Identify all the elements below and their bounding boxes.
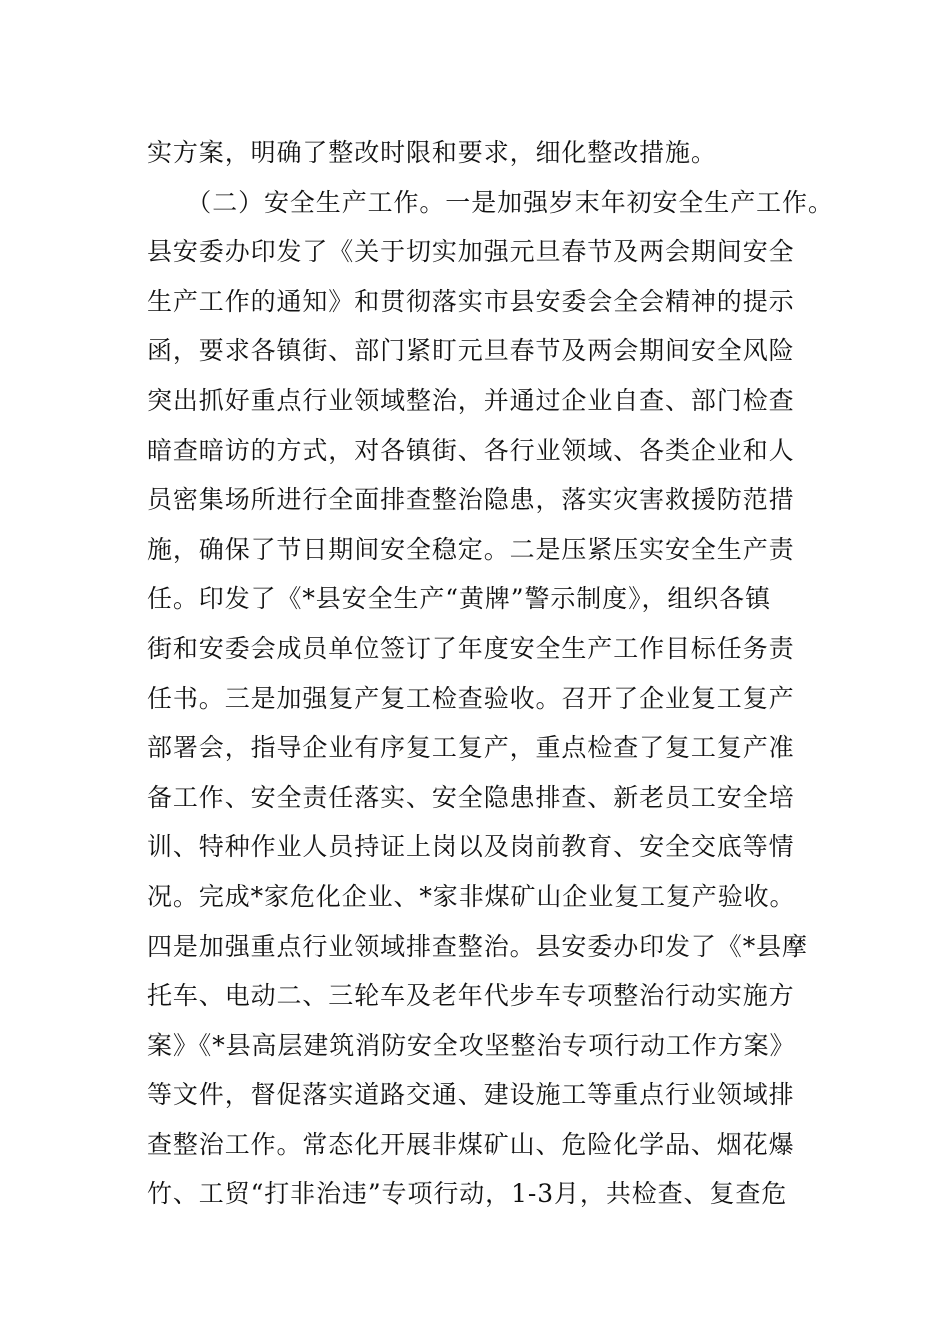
text-line: 托车、电动二、三轮车及老年代步车专项整治行动实施方 <box>147 981 795 1011</box>
text-line: 函，要求各镇街、部门紧盯元旦春节及两会期间安全风险 <box>147 336 795 366</box>
text-line: 生产工作的通知》和贯彻落实市县安委会全会精神的提示 <box>147 286 795 316</box>
text-line: 备工作、安全责任落实、安全隐患排查、新老员工安全培 <box>147 782 795 812</box>
text-line: 县安委办印发了《关于切实加强元旦春节及两会期间安全 <box>147 237 795 267</box>
text-line: 竹、工贸“打非治违”专项行动，1-3月，共检查、复查危 <box>147 1179 788 1209</box>
text-line: 等文件，督促落实道路交通、建设施工等重点行业领域排 <box>147 1080 795 1110</box>
text-line: 员密集场所进行全面排查整治隐患，落实灾害救援防范措 <box>147 485 795 515</box>
text-line: 部署会，指导企业有序复工复产，重点检查了复工复产准 <box>147 733 795 763</box>
text-line: 任。印发了《*县安全生产“黄牌”警示制度》，组织各镇 <box>147 584 771 614</box>
text-line: 案》《*县高层建筑消防安全攻坚整治专项行动工作方案》 <box>147 1030 796 1060</box>
body-text <box>147 128 834 1219</box>
text-line: 突出抓好重点行业领域整治，并通过企业自查、部门检查 <box>147 385 795 415</box>
text-line: 况。完成*家危化企业、*家非煤矿山企业复工复产验收。 <box>147 881 796 911</box>
text-line: 街和安委会成员单位签订了年度安全生产工作目标任务责 <box>147 633 795 663</box>
text-line: 暗查暗访的方式，对各镇街、各行业领域、各类企业和人 <box>147 435 795 465</box>
text-line: 实方案，明确了整改时限和要求，细化整改措施。 <box>147 138 717 167</box>
text-line: 训、特种作业人员持证上岗以及岗前教育、安全交底等情 <box>147 832 795 862</box>
text-line: （二）安全生产工作。一是加强岁末年初安全生产工作。 <box>147 187 834 217</box>
text-line: 施，确保了节日期间安全稳定。二是压紧压实安全生产责 <box>147 534 795 564</box>
text-line: 四是加强重点行业领域排查整治。县安委办印发了《*县摩 <box>147 931 808 961</box>
text-line: 任书。三是加强复产复工检查验收。召开了企业复工复产 <box>147 683 795 713</box>
text-line: 查整治工作。常态化开展非煤矿山、危险化学品、烟花爆 <box>147 1129 795 1159</box>
